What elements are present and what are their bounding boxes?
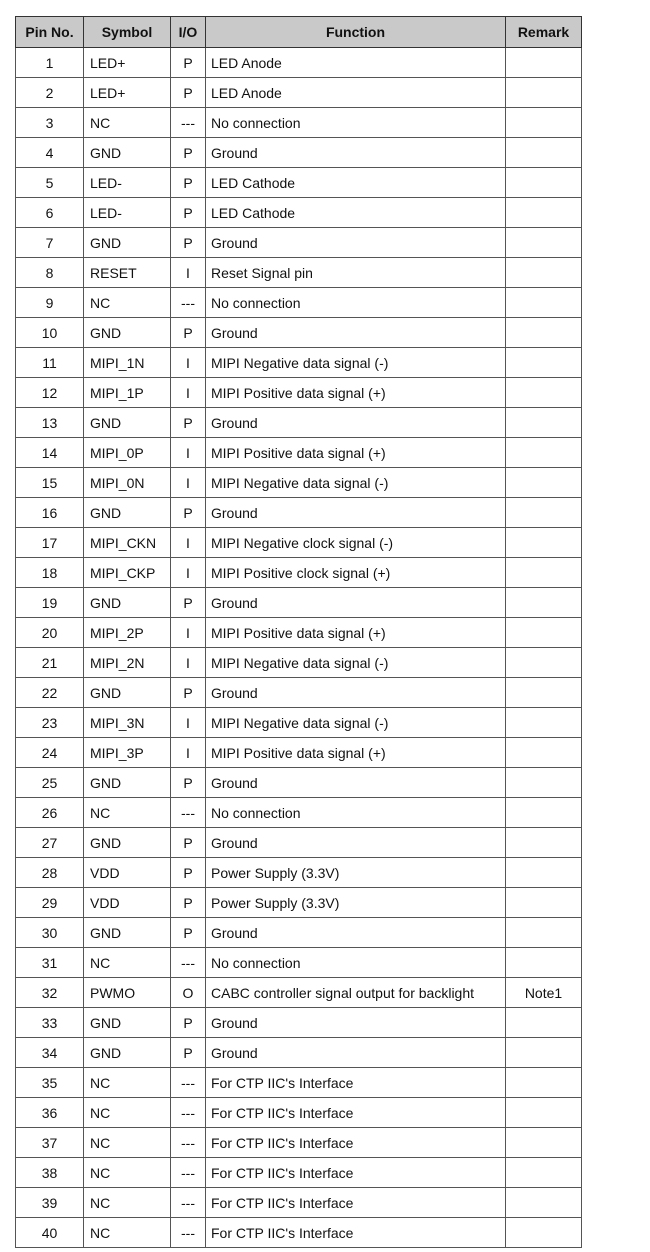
symbol-cell: NC (84, 798, 171, 828)
header-pin-no: Pin No. (16, 17, 84, 48)
remark-cell (506, 678, 582, 708)
table-row (16, 468, 582, 498)
io-type-cell: --- (171, 1068, 206, 1098)
function-cell: No connection (206, 948, 506, 978)
remark-cell (506, 468, 582, 498)
function-cell: No connection (206, 798, 506, 828)
table-row (16, 1128, 582, 1158)
function-cell: MIPI Negative clock signal (-) (206, 528, 506, 558)
function-cell: For CTP IIC's Interface (206, 1188, 506, 1218)
function-cell: MIPI Positive data signal (+) (206, 378, 506, 408)
remark-cell (506, 768, 582, 798)
function-cell: MIPI Positive data signal (+) (206, 438, 506, 468)
symbol-cell: GND (84, 828, 171, 858)
remark-cell (506, 1128, 582, 1158)
table-row (16, 78, 582, 108)
symbol-cell: MIPI_2P (84, 618, 171, 648)
io-type-cell: --- (171, 1158, 206, 1188)
io-type-cell: P (171, 828, 206, 858)
symbol-cell: MIPI_3N (84, 708, 171, 738)
remark-cell (506, 1008, 582, 1038)
function-cell: Power Supply (3.3V) (206, 858, 506, 888)
table-row (16, 1068, 582, 1098)
symbol-cell: GND (84, 1008, 171, 1038)
symbol-cell: MIPI_1P (84, 378, 171, 408)
table-row (16, 1188, 582, 1218)
io-type-cell: P (171, 78, 206, 108)
symbol-cell: GND (84, 588, 171, 618)
symbol-cell: MIPI_CKP (84, 558, 171, 588)
remark-cell (506, 108, 582, 138)
pin-number-cell: 10 (16, 318, 84, 348)
remark-cell (506, 1068, 582, 1098)
table-row (16, 558, 582, 588)
io-type-cell: P (171, 168, 206, 198)
function-cell: Ground (206, 828, 506, 858)
symbol-cell: NC (84, 1128, 171, 1158)
io-type-cell: I (171, 648, 206, 678)
function-cell: Reset Signal pin (206, 258, 506, 288)
pin-number-cell: 8 (16, 258, 84, 288)
pin-number-cell: 4 (16, 138, 84, 168)
remark-cell (506, 1158, 582, 1188)
table-row (16, 1008, 582, 1038)
table-row (16, 738, 582, 768)
symbol-cell: MIPI_CKN (84, 528, 171, 558)
pin-number-cell: 31 (16, 948, 84, 978)
pin-number-cell: 2 (16, 78, 84, 108)
remark-cell (506, 48, 582, 78)
pin-number-cell: 39 (16, 1188, 84, 1218)
function-cell: MIPI Positive clock signal (+) (206, 558, 506, 588)
io-type-cell: P (171, 768, 206, 798)
function-cell: MIPI Positive data signal (+) (206, 618, 506, 648)
io-type-cell: I (171, 738, 206, 768)
symbol-cell: GND (84, 408, 171, 438)
symbol-cell: NC (84, 1218, 171, 1248)
table-row (16, 678, 582, 708)
table-row (16, 1218, 582, 1248)
io-type-cell: P (171, 138, 206, 168)
function-cell: MIPI Negative data signal (-) (206, 648, 506, 678)
header-io: I/O (171, 17, 206, 48)
table-row (16, 828, 582, 858)
io-type-cell: P (171, 1038, 206, 1068)
function-cell: MIPI Positive data signal (+) (206, 738, 506, 768)
function-cell: LED Cathode (206, 198, 506, 228)
remark-cell (506, 348, 582, 378)
pin-number-cell: 3 (16, 108, 84, 138)
remark-cell (506, 78, 582, 108)
table-header (16, 17, 582, 48)
pin-number-cell: 30 (16, 918, 84, 948)
function-cell: Ground (206, 768, 506, 798)
table-row (16, 438, 582, 468)
pin-number-cell: 22 (16, 678, 84, 708)
table-row (16, 528, 582, 558)
io-type-cell: P (171, 858, 206, 888)
header-function: Function (206, 17, 506, 48)
table-body (16, 48, 582, 1248)
remark-cell (506, 1218, 582, 1248)
symbol-cell: GND (84, 498, 171, 528)
pin-number-cell: 36 (16, 1098, 84, 1128)
header-remark: Remark (506, 17, 582, 48)
remark-cell (506, 558, 582, 588)
symbol-cell: LED+ (84, 48, 171, 78)
function-cell: LED Cathode (206, 168, 506, 198)
pin-number-cell: 28 (16, 858, 84, 888)
table-row (16, 708, 582, 738)
function-cell: Ground (206, 138, 506, 168)
function-cell: CABC controller signal output for backlight (206, 978, 506, 1008)
remark-cell (506, 138, 582, 168)
pin-number-cell: 13 (16, 408, 84, 438)
remark-cell (506, 318, 582, 348)
function-cell: No connection (206, 108, 506, 138)
symbol-cell: VDD (84, 858, 171, 888)
symbol-cell: GND (84, 318, 171, 348)
table-row (16, 648, 582, 678)
symbol-cell: RESET (84, 258, 171, 288)
io-type-cell: --- (171, 1098, 206, 1128)
pin-number-cell: 26 (16, 798, 84, 828)
pin-number-cell: 34 (16, 1038, 84, 1068)
symbol-cell: NC (84, 288, 171, 318)
remark-cell (506, 798, 582, 828)
io-type-cell: P (171, 318, 206, 348)
table-row (16, 348, 582, 378)
symbol-cell: GND (84, 228, 171, 258)
io-type-cell: --- (171, 948, 206, 978)
remark-cell (506, 258, 582, 288)
remark-cell: Note1 (506, 978, 582, 1008)
table-row (16, 288, 582, 318)
pin-number-cell: 32 (16, 978, 84, 1008)
function-cell: Power Supply (3.3V) (206, 888, 506, 918)
pin-number-cell: 38 (16, 1158, 84, 1188)
function-cell: LED Anode (206, 48, 506, 78)
function-cell: For CTP IIC's Interface (206, 1128, 506, 1158)
function-cell: LED Anode (206, 78, 506, 108)
pin-number-cell: 18 (16, 558, 84, 588)
io-type-cell: P (171, 228, 206, 258)
io-type-cell: I (171, 378, 206, 408)
remark-cell (506, 408, 582, 438)
pin-number-cell: 17 (16, 528, 84, 558)
pin-number-cell: 25 (16, 768, 84, 798)
io-type-cell: --- (171, 1188, 206, 1218)
function-cell: Ground (206, 1038, 506, 1068)
table-row (16, 618, 582, 648)
io-type-cell: I (171, 528, 206, 558)
remark-cell (506, 738, 582, 768)
table-row (16, 1098, 582, 1128)
table-row (16, 798, 582, 828)
remark-cell (506, 528, 582, 558)
pin-number-cell: 15 (16, 468, 84, 498)
symbol-cell: MIPI_3P (84, 738, 171, 768)
io-type-cell: P (171, 498, 206, 528)
table-row (16, 978, 582, 1008)
pin-number-cell: 12 (16, 378, 84, 408)
pin-number-cell: 27 (16, 828, 84, 858)
remark-cell (506, 708, 582, 738)
remark-cell (506, 198, 582, 228)
function-cell: Ground (206, 318, 506, 348)
symbol-cell: GND (84, 678, 171, 708)
io-type-cell: --- (171, 108, 206, 138)
function-cell: For CTP IIC's Interface (206, 1068, 506, 1098)
remark-cell (506, 588, 582, 618)
symbol-cell: PWMO (84, 978, 171, 1008)
pin-number-cell: 7 (16, 228, 84, 258)
function-cell: MIPI Negative data signal (-) (206, 468, 506, 498)
table-row (16, 108, 582, 138)
function-cell: Ground (206, 408, 506, 438)
pin-assignment-table (15, 16, 582, 1248)
remark-cell (506, 918, 582, 948)
remark-cell (506, 288, 582, 318)
function-cell: For CTP IIC's Interface (206, 1098, 506, 1128)
table-row (16, 498, 582, 528)
remark-cell (506, 1188, 582, 1218)
pin-number-cell: 37 (16, 1128, 84, 1158)
symbol-cell: LED- (84, 168, 171, 198)
function-cell: For CTP IIC's Interface (206, 1158, 506, 1188)
header-symbol: Symbol (84, 17, 171, 48)
pin-number-cell: 35 (16, 1068, 84, 1098)
pin-number-cell: 16 (16, 498, 84, 528)
pin-number-cell: 6 (16, 198, 84, 228)
symbol-cell: LED- (84, 198, 171, 228)
function-cell: Ground (206, 1008, 506, 1038)
table-row (16, 888, 582, 918)
io-type-cell: P (171, 678, 206, 708)
pin-number-cell: 29 (16, 888, 84, 918)
pin-number-cell: 23 (16, 708, 84, 738)
io-type-cell: P (171, 48, 206, 78)
symbol-cell: MIPI_2N (84, 648, 171, 678)
table-row (16, 168, 582, 198)
remark-cell (506, 228, 582, 258)
table-row (16, 918, 582, 948)
io-type-cell: I (171, 708, 206, 738)
table-row (16, 588, 582, 618)
table-row (16, 768, 582, 798)
io-type-cell: --- (171, 798, 206, 828)
symbol-cell: GND (84, 768, 171, 798)
io-type-cell: P (171, 408, 206, 438)
io-type-cell: --- (171, 1218, 206, 1248)
io-type-cell: I (171, 348, 206, 378)
table-row (16, 228, 582, 258)
remark-cell (506, 828, 582, 858)
function-cell: Ground (206, 678, 506, 708)
io-type-cell: P (171, 588, 206, 618)
pin-number-cell: 19 (16, 588, 84, 618)
io-type-cell: I (171, 258, 206, 288)
remark-cell (506, 618, 582, 648)
symbol-cell: NC (84, 1098, 171, 1128)
remark-cell (506, 888, 582, 918)
table-row (16, 198, 582, 228)
pin-number-cell: 14 (16, 438, 84, 468)
function-cell: For CTP IIC's Interface (206, 1218, 506, 1248)
remark-cell (506, 648, 582, 678)
table-row (16, 408, 582, 438)
symbol-cell: MIPI_0N (84, 468, 171, 498)
symbol-cell: NC (84, 1188, 171, 1218)
remark-cell (506, 498, 582, 528)
pin-number-cell: 20 (16, 618, 84, 648)
io-type-cell: P (171, 888, 206, 918)
remark-cell (506, 1038, 582, 1068)
table-row (16, 858, 582, 888)
io-type-cell: I (171, 438, 206, 468)
io-type-cell: O (171, 978, 206, 1008)
symbol-cell: VDD (84, 888, 171, 918)
table-row (16, 1038, 582, 1068)
io-type-cell: I (171, 618, 206, 648)
symbol-cell: NC (84, 1068, 171, 1098)
function-cell: Ground (206, 498, 506, 528)
table-row (16, 138, 582, 168)
function-cell: MIPI Negative data signal (-) (206, 348, 506, 378)
io-type-cell: --- (171, 1128, 206, 1158)
io-type-cell: P (171, 198, 206, 228)
io-type-cell: P (171, 918, 206, 948)
symbol-cell: MIPI_0P (84, 438, 171, 468)
pin-number-cell: 1 (16, 48, 84, 78)
table-row (16, 258, 582, 288)
table-row (16, 48, 582, 78)
remark-cell (506, 1098, 582, 1128)
header-row (16, 17, 582, 48)
function-cell: MIPI Negative data signal (-) (206, 708, 506, 738)
remark-cell (506, 858, 582, 888)
io-type-cell: I (171, 558, 206, 588)
pin-number-cell: 5 (16, 168, 84, 198)
remark-cell (506, 168, 582, 198)
pin-number-cell: 33 (16, 1008, 84, 1038)
function-cell: Ground (206, 918, 506, 948)
function-cell: Ground (206, 228, 506, 258)
symbol-cell: GND (84, 1038, 171, 1068)
symbol-cell: GND (84, 918, 171, 948)
table-row (16, 318, 582, 348)
pin-number-cell: 9 (16, 288, 84, 318)
io-type-cell: --- (171, 288, 206, 318)
remark-cell (506, 438, 582, 468)
function-cell: No connection (206, 288, 506, 318)
remark-cell (506, 948, 582, 978)
table-row (16, 948, 582, 978)
remark-cell (506, 378, 582, 408)
table-row (16, 1158, 582, 1188)
pin-number-cell: 24 (16, 738, 84, 768)
io-type-cell: I (171, 468, 206, 498)
symbol-cell: NC (84, 1158, 171, 1188)
symbol-cell: LED+ (84, 78, 171, 108)
io-type-cell: P (171, 1008, 206, 1038)
symbol-cell: NC (84, 108, 171, 138)
symbol-cell: MIPI_1N (84, 348, 171, 378)
function-cell: Ground (206, 588, 506, 618)
table-row (16, 378, 582, 408)
pin-number-cell: 11 (16, 348, 84, 378)
pin-number-cell: 21 (16, 648, 84, 678)
pin-number-cell: 40 (16, 1218, 84, 1248)
symbol-cell: NC (84, 948, 171, 978)
symbol-cell: GND (84, 138, 171, 168)
